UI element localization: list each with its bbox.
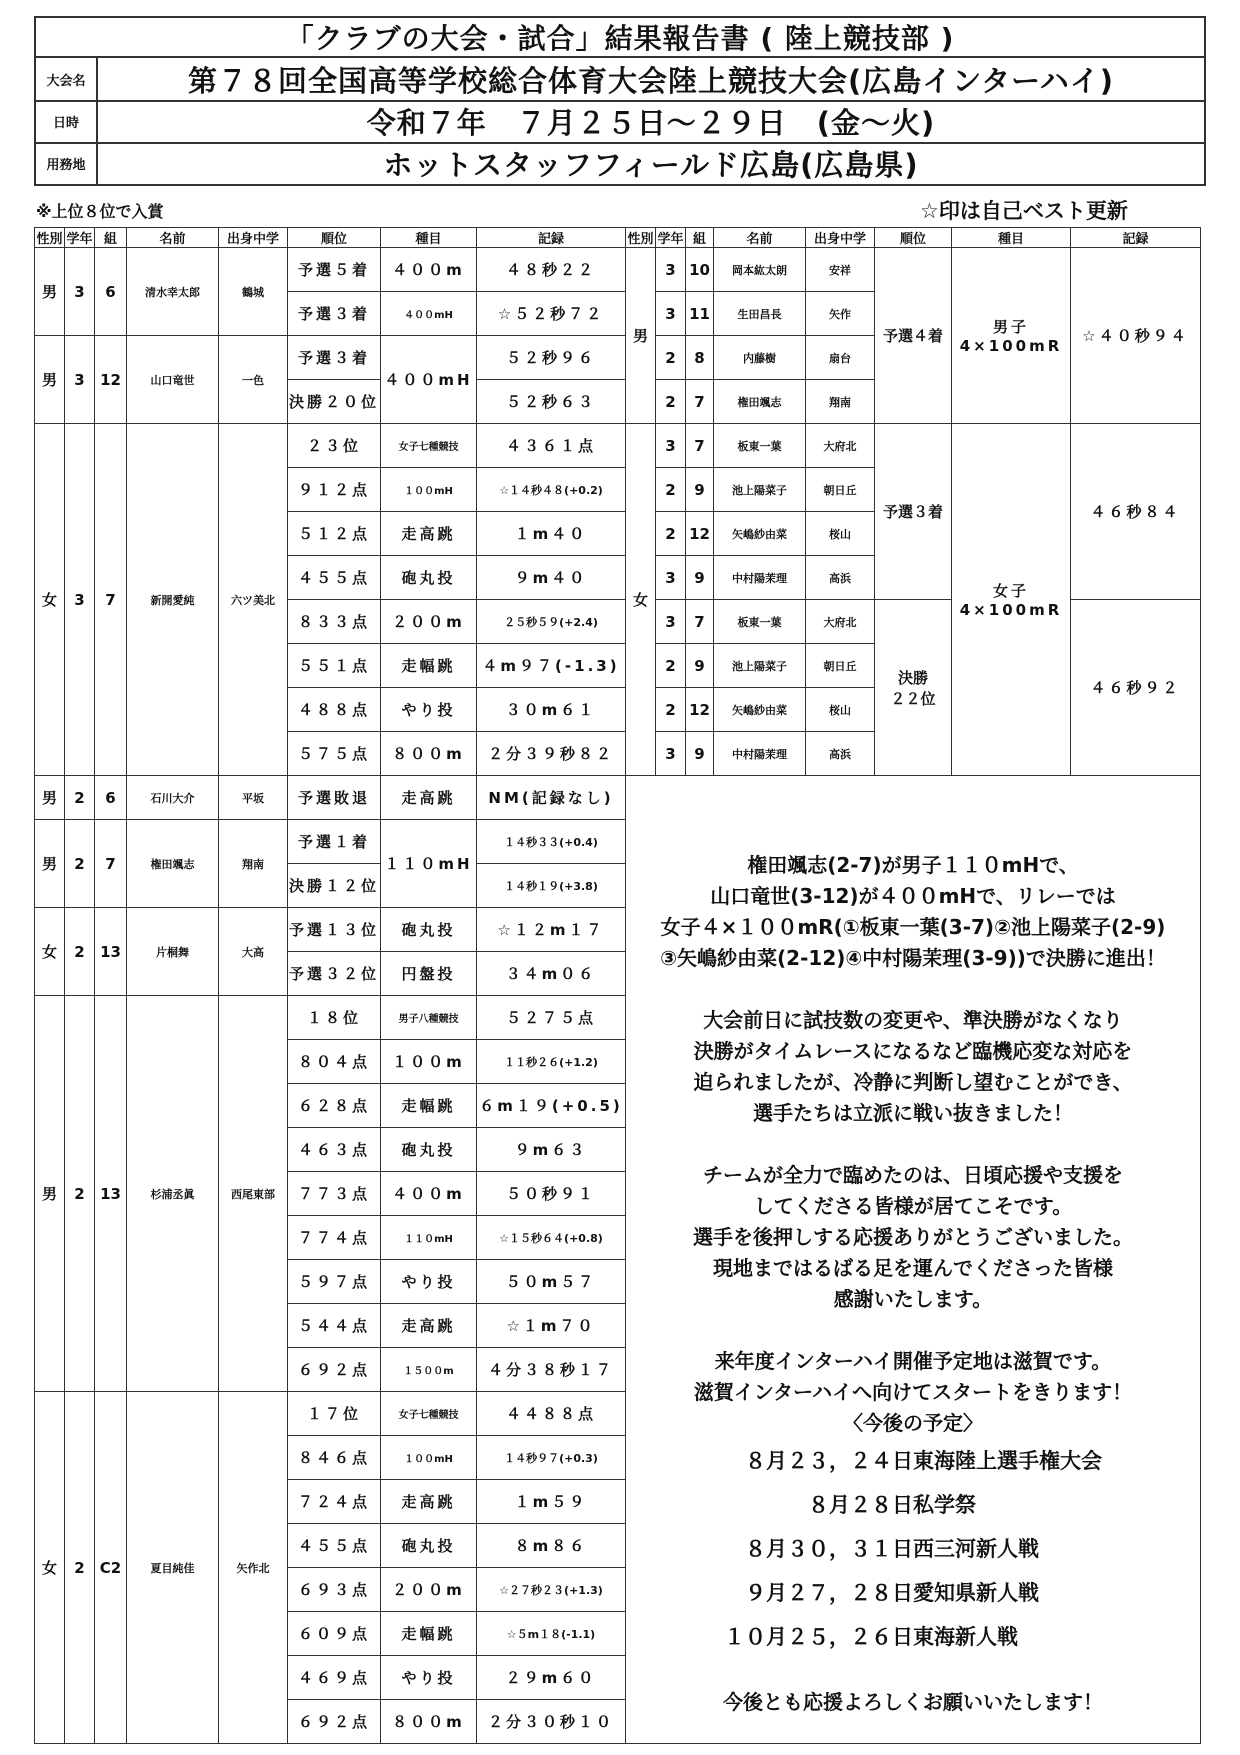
result-rank: 予選３２位 [288, 952, 381, 996]
result-record: ２５秒５９(+2.4) [477, 600, 626, 644]
result-rank: ２３位 [288, 424, 381, 468]
result-rank: ４５５点 [288, 1524, 381, 1568]
relay-runner-class: 7 [686, 424, 714, 468]
athlete-grade: 3 [65, 424, 95, 776]
relay-runner-class: 7 [686, 380, 714, 424]
result-rank: １７位 [288, 1392, 381, 1436]
athlete-result-row [35, 424, 1201, 468]
relay-runner-name: 権田颯志 [714, 380, 806, 424]
athlete-grade: 2 [65, 996, 95, 1392]
result-rank: ４５５点 [288, 556, 381, 600]
athlete-name: 杉浦丞眞 [127, 996, 219, 1392]
schedule-event: 愛知県新人戦 [913, 1580, 1039, 1605]
relay-runner-class: 9 [686, 556, 714, 600]
message-line: 感謝いたします。 [833, 1287, 993, 1311]
message-line: してくださる皆様が居てこそです。 [753, 1194, 1073, 1218]
athlete-grade: 2 [65, 776, 95, 820]
message-line: ③矢嶋紗由菜(2-12)④中村陽茉理(3-9))で決勝に進出！ [660, 946, 1166, 970]
athlete-grade: 3 [65, 336, 95, 424]
column-header: 種目 [381, 228, 477, 248]
result-rank: ８３３点 [288, 600, 381, 644]
relay-runner-class: 9 [686, 732, 714, 776]
relay-runner-name: 池上陽菜子 [714, 468, 806, 512]
relay-runner-school: 高浜 [806, 732, 875, 776]
result-record: ２分３９秒８２ [477, 732, 626, 776]
result-event: 走高跳 [381, 776, 477, 820]
result-rank: ５９７点 [288, 1260, 381, 1304]
relay-runner-name: 矢嶋紗由菜 [714, 688, 806, 732]
date-row [34, 100, 1206, 144]
message-line: 選手を後押しする応援ありがとうございました。 [693, 1225, 1133, 1249]
result-rank: 予選３着 [288, 292, 381, 336]
relay-record: ４６秒９２ [1071, 600, 1201, 776]
athlete-sex: 男 [35, 248, 65, 336]
relay-runner-school: 桜山 [806, 512, 875, 556]
relay-runner-name: 中村陽茉理 [714, 556, 806, 600]
meet-name-label: 大会名 [36, 58, 98, 100]
relay-runner-name: 内藤樹 [714, 336, 806, 380]
result-record: ４４８８点 [477, 1392, 626, 1436]
result-event: ２００m [381, 1568, 477, 1612]
column-header: 出身中学 [806, 228, 875, 248]
athlete-grade: 2 [65, 820, 95, 908]
message-line: 選手たちは立派に戦い抜きました！ [753, 1101, 1073, 1125]
result-event: やり投 [381, 688, 477, 732]
result-event: やり投 [381, 1260, 477, 1304]
athlete-school: 一色 [219, 336, 288, 424]
relay-runner-grade: 2 [656, 468, 686, 512]
result-record: ☆１４秒４８(+0.2) [477, 468, 626, 512]
result-rank: ４６９点 [288, 1656, 381, 1700]
relay-runner-grade: 3 [656, 248, 686, 292]
relay-runner-class: 11 [686, 292, 714, 336]
result-record: ２９m６０ [477, 1656, 626, 1700]
result-event: １５００m [381, 1348, 477, 1392]
column-header: 出身中学 [219, 228, 288, 248]
column-header: 順位 [288, 228, 381, 248]
relay-event: 男子 4×100mR [952, 248, 1071, 424]
result-event: ２００m [381, 600, 477, 644]
athlete-grade: 2 [65, 908, 95, 996]
relay-rank: 決勝 ２２位 [875, 600, 952, 776]
result-record: １４秒３３(+0.4) [477, 820, 626, 864]
relay-runner-school: 安祥 [806, 248, 875, 292]
athlete-sex: 男 [35, 776, 65, 820]
athlete-school: 大高 [219, 908, 288, 996]
closing-line: 今後とも応援よろしくお願いいたします！ [723, 1690, 1103, 1714]
schedule-item [724, 1439, 1102, 1483]
prize-note: ※上位８位で入賞 [36, 202, 164, 221]
athlete-class: C2 [95, 1392, 127, 1744]
relay-record: ☆４０秒９４ [1071, 248, 1201, 424]
schedule-list [724, 1439, 1102, 1659]
relay-runner-grade: 2 [656, 688, 686, 732]
relay-runner-grade: 2 [656, 380, 686, 424]
relay-sex: 男 [626, 248, 656, 424]
venue-label: 用務地 [36, 142, 98, 184]
result-rank: ７７４点 [288, 1216, 381, 1260]
result-record: ５０m５７ [477, 1260, 626, 1304]
athlete-name: 片桐舞 [127, 908, 219, 996]
result-rank: ６９３点 [288, 1568, 381, 1612]
result-record: ４m９７(-1.3) [477, 644, 626, 688]
relay-runner-class: 8 [686, 336, 714, 380]
athlete-grade: 2 [65, 1392, 95, 1744]
relay-event: 女子 4×100mR [952, 424, 1071, 776]
relay-runner-school: 大府北 [806, 424, 875, 468]
schedule-item [724, 1571, 1102, 1615]
result-rank: 予選３着 [288, 336, 381, 380]
venue-row [34, 142, 1206, 186]
relay-runner-class: 12 [686, 512, 714, 556]
column-header: 性別 [626, 228, 656, 248]
athlete-name: 石川大介 [127, 776, 219, 820]
relay-runner-grade: 2 [656, 336, 686, 380]
venue-value: ホットスタッフフィールド広島(広島県) [383, 147, 919, 182]
relay-sex: 女 [626, 424, 656, 776]
result-event: １００mH [381, 468, 477, 512]
athlete-result-row [35, 248, 1201, 292]
result-rank: ５４４点 [288, 1304, 381, 1348]
relay-runner-grade: 2 [656, 644, 686, 688]
result-record: １４秒９７(+0.3) [477, 1436, 626, 1480]
schedule-date: １０月２５，２６日 [724, 1624, 913, 1649]
result-record: １m５９ [477, 1480, 626, 1524]
relay-runner-class: 7 [686, 600, 714, 644]
result-event: 走幅跳 [381, 644, 477, 688]
relay-runner-school: 高浜 [806, 556, 875, 600]
result-record: ５０秒９１ [477, 1172, 626, 1216]
result-rank: ６０９点 [288, 1612, 381, 1656]
athlete-name: 権田颯志 [127, 820, 219, 908]
result-event: やり投 [381, 1656, 477, 1700]
schedule-date: ８月２３，２４日 [745, 1448, 913, 1473]
result-record: ５２７５点 [477, 996, 626, 1040]
column-header: 記録 [1071, 228, 1201, 248]
athlete-school: 西尾東部 [219, 996, 288, 1392]
athlete-class: 12 [95, 336, 127, 424]
athlete-sex: 男 [35, 336, 65, 424]
result-event: 砲丸投 [381, 908, 477, 952]
athlete-class: 7 [95, 820, 127, 908]
relay-runner-school: 矢作 [806, 292, 875, 336]
relay-runner-class: 9 [686, 468, 714, 512]
relay-runner-grade: 3 [656, 292, 686, 336]
relay-runner-class: 10 [686, 248, 714, 292]
message-line: 大会前日に試技数の変更や、準決勝がなくなり [703, 1008, 1123, 1032]
athlete-name: 夏目純佳 [127, 1392, 219, 1744]
relay-runner-grade: 3 [656, 732, 686, 776]
schedule-event: 西三河新人戦 [913, 1536, 1039, 1561]
athlete-class: 13 [95, 908, 127, 996]
result-event: １１０mH [381, 820, 477, 908]
relay-runner-name: 生田昌長 [714, 292, 806, 336]
result-record: ☆５２秒７２ [477, 292, 626, 336]
relay-rank: 予選３着 [875, 424, 952, 600]
column-header: 性別 [35, 228, 65, 248]
result-event: 砲丸投 [381, 1524, 477, 1568]
column-header: 学年 [656, 228, 686, 248]
athlete-class: 13 [95, 996, 127, 1392]
result-event: ８００m [381, 1700, 477, 1744]
result-rank: ５７５点 [288, 732, 381, 776]
result-record: ☆１２m１７ [477, 908, 626, 952]
result-record: １４秒１９(+3.8) [477, 864, 626, 908]
report-title [34, 16, 1206, 58]
column-header: 組 [686, 228, 714, 248]
result-record: ５２秒９６ [477, 336, 626, 380]
athlete-school: 翔南 [219, 820, 288, 908]
message-paragraph [626, 1346, 1200, 1659]
athlete-sex: 女 [35, 424, 65, 776]
result-event: 円盤投 [381, 952, 477, 996]
message-line: 権田颯志(2-7)が男子１１０mHで、 [747, 853, 1079, 877]
result-rank: ７７３点 [288, 1172, 381, 1216]
message-line: 迫られましたが、冷静に判断し望むことができ、 [693, 1070, 1133, 1094]
summary-message [626, 776, 1201, 1744]
results-table [34, 227, 1201, 1744]
athlete-name: 新開愛純 [127, 424, 219, 776]
date-label: 日時 [36, 100, 98, 142]
schedule-event: 私学祭 [913, 1492, 976, 1517]
column-header: 名前 [127, 228, 219, 248]
athlete-school: 六ツ美北 [219, 424, 288, 776]
message-line: 来年度インターハイ開催予定地は滋賀です。 [714, 1349, 1112, 1373]
schedule-date: ８月２８日 [808, 1492, 913, 1517]
schedule-event: 東海陸上選手権大会 [913, 1448, 1102, 1473]
message-line: 現地まではるばる足を運んでくださった皆様 [713, 1256, 1113, 1280]
result-record: ９m４０ [477, 556, 626, 600]
relay-runner-class: 9 [686, 644, 714, 688]
relay-runner-school: 朝日丘 [806, 468, 875, 512]
result-rank: ６９２点 [288, 1700, 381, 1744]
result-record: ６m１９(+0.5) [477, 1084, 626, 1128]
column-header: 種目 [952, 228, 1071, 248]
meet-name-row [34, 58, 1206, 102]
result-record: ２分３０秒１０ [477, 1700, 626, 1744]
result-event: 走高跳 [381, 1304, 477, 1348]
result-record: ☆５m１８(-1.1) [477, 1612, 626, 1656]
relay-runner-school: 朝日丘 [806, 644, 875, 688]
result-event: 走高跳 [381, 1480, 477, 1524]
result-rank: 予選５着 [288, 248, 381, 292]
schedule-date: ８月３０，３１日 [745, 1536, 913, 1561]
relay-runner-name: 矢嶋紗由菜 [714, 512, 806, 556]
result-rank: 予選１着 [288, 820, 381, 864]
column-header: 組 [95, 228, 127, 248]
relay-runner-name: 板東一葉 [714, 600, 806, 644]
athlete-sex: 男 [35, 820, 65, 908]
relay-runner-grade: 3 [656, 556, 686, 600]
result-rank: ６９２点 [288, 1348, 381, 1392]
result-event: １００mH [381, 1436, 477, 1480]
result-event: ４００m [381, 1172, 477, 1216]
message-line: チームが全力で臨めたのは、日頃応援や支援を [703, 1163, 1123, 1187]
athlete-school: 矢作北 [219, 1392, 288, 1744]
relay-runner-school: 扇台 [806, 336, 875, 380]
athlete-sex: 女 [35, 908, 65, 996]
result-rank: 決勝２０位 [288, 380, 381, 424]
result-rank: ６２８点 [288, 1084, 381, 1128]
result-rank: ５５１点 [288, 644, 381, 688]
schedule-date: ９月２７，２８日 [745, 1580, 913, 1605]
message-line: 山口竜世(3-12)が４００mHで、リレーでは [710, 884, 1116, 908]
athlete-school: 平坂 [219, 776, 288, 820]
message-line: 〈今後の予定〉 [843, 1411, 983, 1435]
result-rank: 決勝１２位 [288, 864, 381, 908]
result-record: ☆１５秒６４(+0.8) [477, 1216, 626, 1260]
column-header: 順位 [875, 228, 952, 248]
relay-runner-school: 翔南 [806, 380, 875, 424]
result-event: 走幅跳 [381, 1612, 477, 1656]
result-event: 女子七種競技 [381, 1392, 477, 1436]
athlete-name: 清水幸太郎 [127, 248, 219, 336]
relay-runner-name: 中村陽茉理 [714, 732, 806, 776]
column-header: 記録 [477, 228, 626, 248]
result-rank: 予選敗退 [288, 776, 381, 820]
result-rank: ５１２点 [288, 512, 381, 556]
message-line: 女子４×１００mR(①板東一葉(3-7)②池上陽菜子(2-9) [660, 915, 1166, 939]
meet-name-value: 第７８回全国高等学校総合体育大会陸上競技大会(広島インターハイ) [188, 63, 1114, 98]
athlete-class: 6 [95, 248, 127, 336]
result-event: ８００m [381, 732, 477, 776]
schedule-event: 東海新人戦 [913, 1624, 1018, 1649]
result-event: 女子七種競技 [381, 424, 477, 468]
message-paragraph [626, 1160, 1200, 1315]
result-event: １００m [381, 1040, 477, 1084]
athlete-sex: 女 [35, 1392, 65, 1744]
result-event: 走高跳 [381, 512, 477, 556]
column-header-row [35, 228, 1201, 248]
athlete-name: 山口竜世 [127, 336, 219, 424]
message-paragraph [626, 1005, 1200, 1129]
relay-runner-grade: 2 [656, 512, 686, 556]
result-rank: ８０４点 [288, 1040, 381, 1084]
result-record: ☆２７秒２３(+1.3) [477, 1568, 626, 1612]
relay-runner-school: 桜山 [806, 688, 875, 732]
result-event: ４００mH [381, 336, 477, 424]
message-line: 決勝がタイムレースになるなど臨機応変な対応を [693, 1039, 1133, 1063]
result-rank: ４６３点 [288, 1128, 381, 1172]
relay-runner-class: 12 [686, 688, 714, 732]
schedule-item [724, 1615, 1102, 1659]
athlete-grade: 3 [65, 248, 95, 336]
result-record: ８m８６ [477, 1524, 626, 1568]
result-event: １１０mH [381, 1216, 477, 1260]
report-title-text: 「クラブの大会・試合」結果報告書 ( 陸上競技部 ) [285, 22, 955, 55]
result-record: ４３６１点 [477, 424, 626, 468]
relay-runner-grade: 3 [656, 424, 686, 468]
result-event: ４００mH [381, 292, 477, 336]
relay-runner-school: 大府北 [806, 600, 875, 644]
result-event: ４００m [381, 248, 477, 292]
result-record: １m４０ [477, 512, 626, 556]
relay-runner-name: 岡本紘太朗 [714, 248, 806, 292]
athlete-class: 7 [95, 424, 127, 776]
best-note: ☆印は自己ベスト更新 [920, 199, 1128, 223]
result-record: ５２秒６３ [477, 380, 626, 424]
result-record: ９m６３ [477, 1128, 626, 1172]
result-record: NM(記録なし) [477, 776, 626, 820]
result-rank: ８４６点 [288, 1436, 381, 1480]
result-record: ３０m６１ [477, 688, 626, 732]
schedule-item [724, 1527, 1102, 1571]
athlete-sex: 男 [35, 996, 65, 1392]
relay-rank: 予選４着 [875, 248, 952, 424]
column-header: 名前 [714, 228, 806, 248]
athlete-result-row [35, 776, 1201, 820]
relay-runner-name: 板東一葉 [714, 424, 806, 468]
athlete-class: 6 [95, 776, 127, 820]
message-line: 滋賀インターハイへ向けてスタートをきります！ [693, 1380, 1133, 1404]
result-rank: １８位 [288, 996, 381, 1040]
result-rank: ４８８点 [288, 688, 381, 732]
result-event: 砲丸投 [381, 1128, 477, 1172]
result-record: ４８秒２２ [477, 248, 626, 292]
result-rank: 予選１３位 [288, 908, 381, 952]
column-header: 学年 [65, 228, 95, 248]
result-record: ☆１m７０ [477, 1304, 626, 1348]
result-record: ４分３８秒１７ [477, 1348, 626, 1392]
relay-record: ４６秒８４ [1071, 424, 1201, 600]
result-record: １１秒２６(+1.2) [477, 1040, 626, 1084]
message-paragraph [626, 850, 1200, 974]
result-event: 男子八種競技 [381, 996, 477, 1040]
result-rank: ９１２点 [288, 468, 381, 512]
date-value: 令和７年 ７月２５日～２９日 (金～火) [366, 105, 936, 140]
result-event: 砲丸投 [381, 556, 477, 600]
schedule-item [724, 1483, 1102, 1527]
athlete-school: 鶴城 [219, 248, 288, 336]
relay-runner-grade: 3 [656, 600, 686, 644]
result-rank: ７２４点 [288, 1480, 381, 1524]
relay-runner-name: 池上陽菜子 [714, 644, 806, 688]
result-event: 走幅跳 [381, 1084, 477, 1128]
result-record: ３４m０６ [477, 952, 626, 996]
